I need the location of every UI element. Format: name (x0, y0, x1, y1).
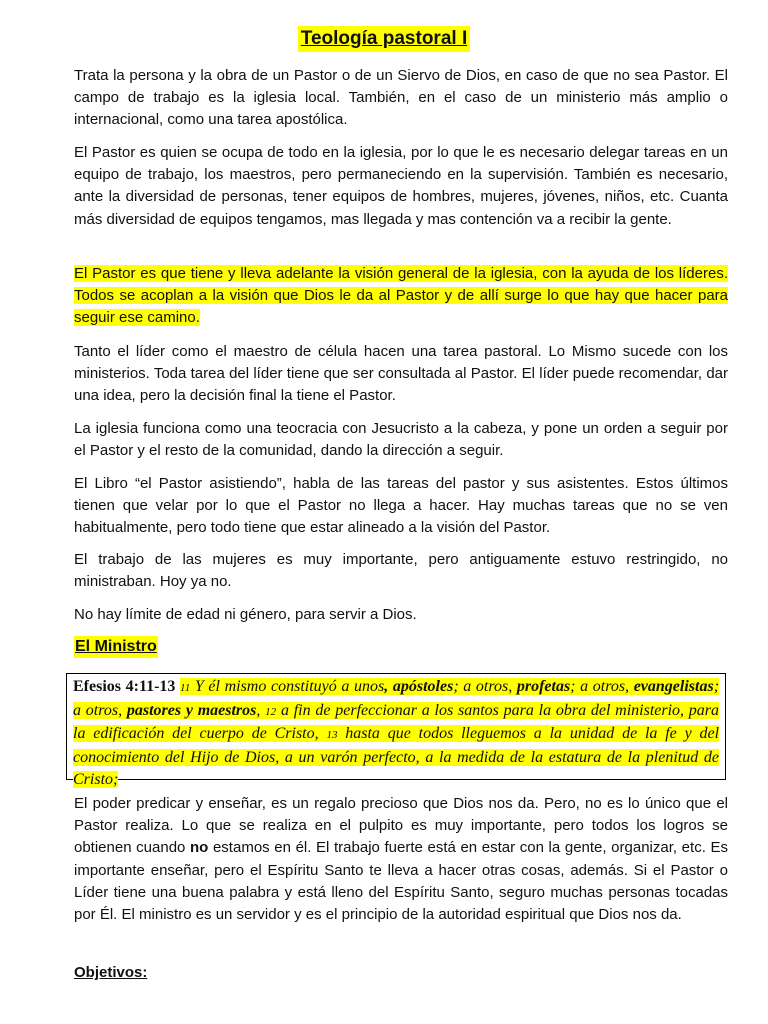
verse-emphasis: , apóstoles (384, 678, 454, 695)
highlighted-text: El Pastor es que tiene y lleva adelante la visión general de la iglesia, con la ayuda de los líderes. Todos se acoplan a la visión que Dios le da al Pastor y de allí surge lo que hay que hacer para seguir ese camino. (74, 265, 728, 327)
verse-fragment: hasta que todos lleguemos a la unidad de la fe y del conocimiento del Hijo de Dios, a un varón perfecto, a la medida de la estatura de la plenitud de Cristo; (73, 725, 720, 789)
verse-number: 13 (326, 729, 338, 742)
text-fragment: estamos en él. El trabajo fuerte está en estar con la gente, organizar, etc. Es importante enseñar, pero el Espíritu Santo te lleva a hacer otras cosas, además. Si el Pastor o Líder tiene una buena palabra y está lleno del Espíritu Santo, seguro muchas personas tocadas por Él. El ministro es un servidor y es el principio de la autoridad espiritual que Dios nos da. (74, 839, 728, 924)
text-fragment: El poder predicar y enseñar, es un regalo precioso que Dios nos da. Pero, no es lo único que el Pastor realiza. Lo que se realiza en el pulpito es muy importante, pero todos los logros se obtienen cuando (74, 795, 728, 857)
scripture-box (66, 673, 726, 789)
verse-fragment: a fin de perfeccionar a los santos para la obra del ministerio, para la edificación del cuerpo de Cristo, (73, 701, 720, 743)
section-heading-ministro: El Ministro (74, 636, 158, 658)
verse-fragment: , (256, 701, 266, 719)
verse-fragment: Y él mismo constituyó a unos (194, 678, 385, 695)
paragraph-women: El trabajo de las mujeres es muy importante, pero antiguamente estuvo restringido, no ministraban. Hoy ya no. (74, 551, 728, 591)
title-wrap (0, 26, 768, 52)
verse-fragment: ; a otros, (570, 678, 634, 695)
paragraph-pastor-role: El Pastor es quien se ocupa de todo en la iglesia, por lo que le es necesario delegar tareas en un equipo de trabajo, los maestros, pero permaneciendo en la supervisión. También es necesario, ante la diversidad de personas, tener equipos de hombres, mujeres, jóvenes, niños, etc. Cuanta más diversidad de equipos tengamos, mas llegada y mas contención va a recibir la gente. (74, 144, 728, 228)
paragraph-intro: Trata la persona y la obra de un Pastor o de un Siervo de Dios, en caso de que no sea Pastor. El campo de trabajo es la iglesia local. También, en el caso de un ministerio más amplio o internacional, como una tarea apostólica. (74, 67, 728, 129)
paragraph-vision (74, 263, 728, 330)
paragraph-preaching (74, 793, 728, 926)
objetivos-heading: Objetivos: (74, 964, 148, 981)
verse-number: 12 (265, 705, 277, 718)
paragraph-leaders: Tanto el líder como el maestro de célula hacen una tarea pastoral. Lo Mismo sucede con los ministerios. Toda tarea del líder tiene que ser consultada al Pastor. El líder puede recomendar, dar una idea, pero la decisión final la tiene el Pastor. (74, 343, 728, 405)
paragraph-theocracy: La iglesia funciona como una teocracia con Jesucristo a la cabeza, y pone un orden a seguir por el Pastor y el resto de la comunidad, dando la dirección a seguir. (74, 420, 728, 460)
verse-emphasis: evangelistas (633, 678, 714, 695)
verse-emphasis: profetas (516, 678, 571, 695)
verse-number: 11 (180, 682, 191, 694)
paragraph-age: No hay límite de edad ni género, para servir a Dios. (74, 606, 417, 623)
verse-emphasis: pastores y maestros (126, 701, 257, 719)
verse-fragment: ; a otros, (453, 678, 517, 695)
page-title: Teología pastoral I (298, 26, 470, 52)
paragraph-book: El Libro “el Pastor asistiendo”, habla de las tareas del pastor y sus asistentes. Estos últimos tienen que velar por lo que el Pastor no llega a hacer. Hay muchas tareas que no se ven habitualmente, pero todo tiene que estar alineado a la visión del Pastor. (74, 475, 728, 537)
scripture-reference: Efesios 4:11-13 (73, 678, 176, 695)
verse-fragment: ; a otros, (73, 678, 720, 719)
emphasis-no: no (190, 839, 209, 857)
